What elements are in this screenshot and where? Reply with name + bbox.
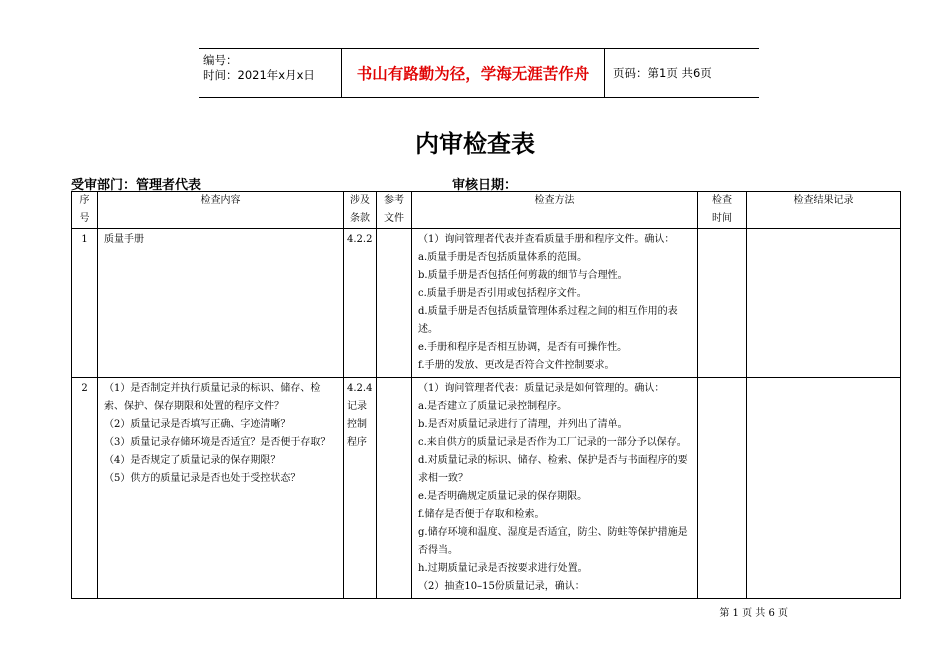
- row-method: （1）询问管理者代表：质量记录是如何管理的。确认： a.是否建立了质量记录控制程序。 b.是否对质量记录进行了清理，并列出了清单。 c.来自供方的质量记录是否作为工厂记录的一部分予以保存。 d.对质量记录的标识、储存、检索、保护是否与书面程序的要 求相一致？ e.是否明确规定质量记录的保存期限。 f.储存是否便于存取和检索。 g.储存环境和温度、湿度是否适宜，防尘、防蛀等保护措施是 否得当。 h.过期质量记录是否按要求进行处置。 （2）抽查10–15份质量记录，确认：: [412, 378, 698, 599]
- number-label: 编号：: [203, 53, 238, 67]
- time-label: 时间：2021年x月x日: [203, 68, 315, 82]
- row-time: [698, 229, 747, 378]
- header-result: 检查结果记录: [747, 192, 901, 229]
- page-title: 内审检查表: [415, 130, 535, 158]
- page-info: 页码：第1页 共6页: [613, 66, 712, 80]
- row-clause: 4.2.4 记录 控制 程序: [344, 378, 377, 599]
- header-seq: 序 号: [72, 192, 98, 229]
- header-meta: [199, 49, 341, 97]
- row-seq: 1: [72, 229, 98, 378]
- header-bar: [199, 48, 759, 98]
- table-header-row: [72, 192, 901, 229]
- table-row: [72, 229, 901, 378]
- row-result: [747, 378, 901, 599]
- header-method: 检查方法: [412, 192, 698, 229]
- audit-checklist-table: [71, 191, 901, 599]
- header-ref: 参考 文件: [377, 192, 412, 229]
- department-label: 受审部门：管理者代表: [71, 178, 202, 193]
- row-content: 质量手册: [98, 229, 344, 378]
- row-seq: 2: [72, 378, 98, 599]
- header-clause: 涉及 条款: [344, 192, 377, 229]
- table-row: [72, 378, 901, 599]
- row-clause: 4.2.2: [344, 229, 377, 378]
- row-time: [698, 378, 747, 599]
- header-content: 检查内容: [98, 192, 344, 229]
- row-content: （1）是否制定并执行质量记录的标识、储存、检 索、保护、保存期限和处置的程序文件？ （2）质量记录是否填写正确、字迹清晰？ （3）质量记录存储环境是否适宜？是否便于存取？ （4）是否规定了质量记录的保存期限？ （5）供方的质量记录是否也处于受控状态？: [98, 378, 344, 599]
- page-footer: 第 1 页 共 6 页: [719, 608, 788, 619]
- motto: 书山有路勤为径，学海无涯苦作舟: [341, 49, 605, 97]
- row-ref: [377, 378, 412, 599]
- row-method: （1）询问管理者代表并查看质量手册和程序文件。确认： a.质量手册是否包括质量体系的范围。 b.质量手册是否包括任何剪裁的细节与合理性。 c.质量手册是否引用或包括程序文件。 d.质量手册是否包括质量管理体系过程之间的相互作用的表 述。 e.手册和程序是否相互协调，是否有可操作性。 f.手册的发放、更改是否符合文件控制要求。: [412, 229, 698, 378]
- header-time: 检查 时间: [698, 192, 747, 229]
- audit-date-label: 审核日期：: [452, 178, 518, 193]
- row-result: [747, 229, 901, 378]
- row-ref: [377, 229, 412, 378]
